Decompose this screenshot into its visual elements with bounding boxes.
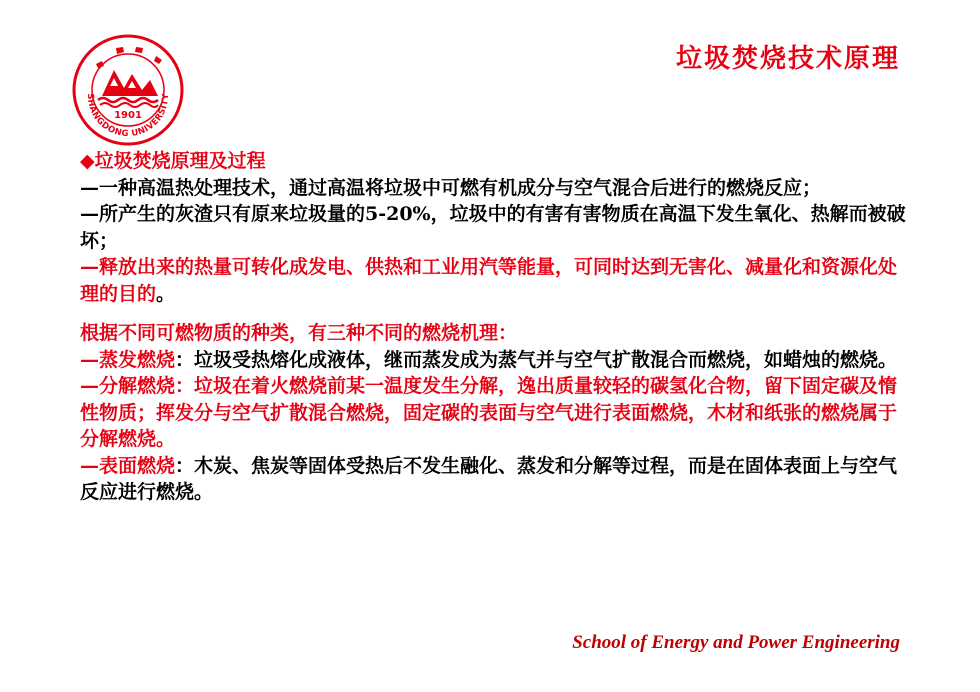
decomposition-combustion: —分解燃烧：垃圾在着火燃烧前某一温度发生分解，逸出质量较轻的碳氢化合物，留下固定碳及惰性物质；挥发分与空气扩散混合燃烧，固定碳的表面与空气进行表面燃烧，木材和纸张的燃烧属于分解燃烧。 <box>80 375 898 450</box>
footer-school-name: School of Energy and Power Engineering <box>572 632 900 653</box>
surface-text: ：木炭、焦炭等固体受热后不发生融化、蒸发和分解等过程，而是在固体表面上与空气反应进行燃烧。 <box>80 454 898 503</box>
section2-heading: 根据不同可燃物质的种类，有三种不同的燃烧机理： <box>80 322 518 344</box>
section1-line1: —一种高温热处理技术，通过高温将垃圾中可燃有机成分与空气混合后进行的燃烧反应； <box>80 176 822 199</box>
section1-line2: —所产生的灰渣只有原来垃圾量的5-20%，垃圾中的有害有害物质在高温下发生氧化、热解而被破坏； <box>80 203 906 252</box>
evaporation-text: ：垃圾受热熔化成液体，继而蒸发成为蒸气并与空气扩散混合而燃烧，如蜡烛的燃烧。 <box>175 348 898 371</box>
university-logo <box>72 34 184 146</box>
section1-heading: ◆垃圾焚烧原理及过程 <box>80 150 266 172</box>
section1-line3-text: —释放出来的热量可转化成发电、供热和工业用汽等能量，可同时达到无害化、减量化和资源化处理的目的 <box>80 256 898 305</box>
section1-line3-end: 。 <box>156 282 176 305</box>
slide-title: 垃圾焚烧技术原理 <box>675 44 900 74</box>
spacer <box>80 307 910 320</box>
surface-label: —表面燃烧 <box>80 454 176 477</box>
evaporation-label: —蒸发燃烧 <box>80 348 176 371</box>
logo-year: 1901 <box>114 110 142 121</box>
surface-combustion <box>80 453 910 506</box>
evaporation-combustion <box>80 347 910 374</box>
section1-line3 <box>80 254 910 307</box>
slide-content <box>80 148 910 506</box>
logo-ring-text: SHANGDONG UNIVERSITY <box>84 93 172 140</box>
